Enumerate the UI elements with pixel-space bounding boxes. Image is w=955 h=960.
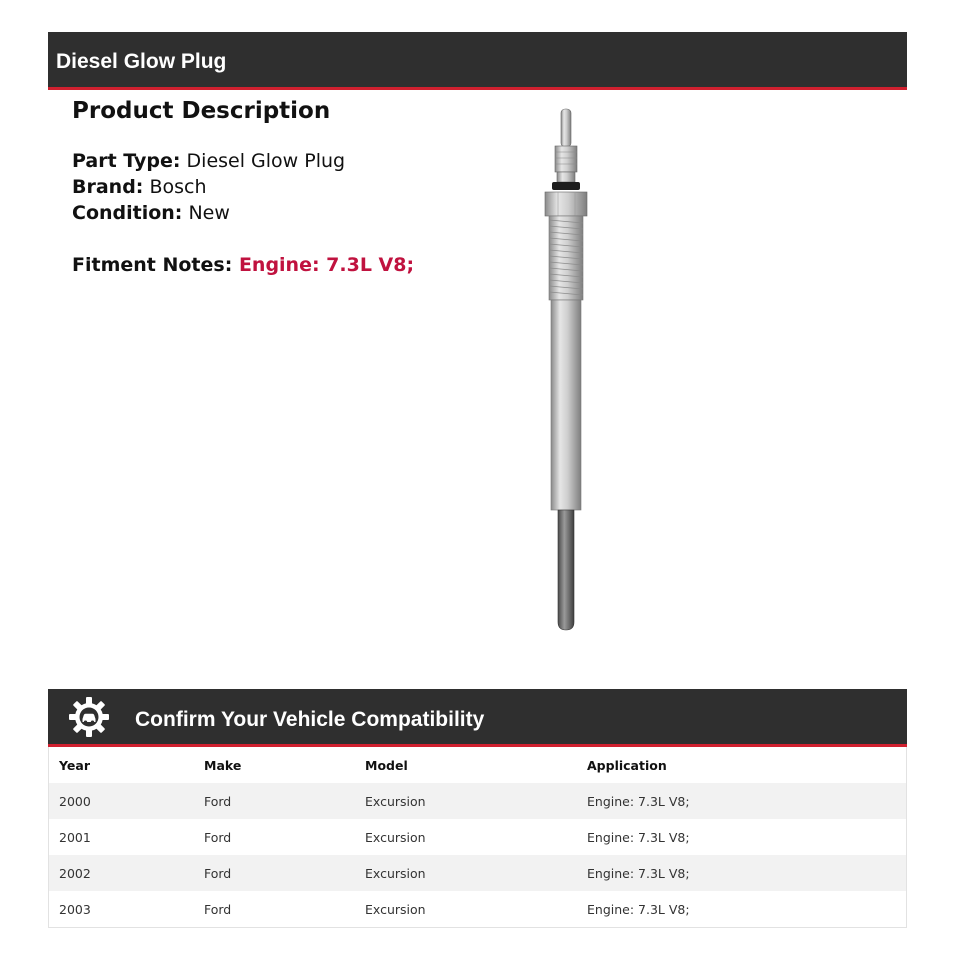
spec-value: Bosch (149, 176, 207, 198)
spec-label: Brand: (72, 176, 144, 198)
cell-application: Engine: 7.3L V8; (577, 855, 906, 891)
spec-condition (72, 200, 472, 226)
compatibility-header (48, 689, 907, 747)
cell-year: 2003 (49, 891, 194, 927)
column-header-make: Make (204, 757, 242, 773)
fitment-label: Fitment Notes: (72, 254, 233, 276)
cell-year: 2002 (49, 855, 194, 891)
cell-model: Excursion (355, 891, 577, 927)
spec-brand (72, 174, 472, 200)
cell-model: Excursion (355, 783, 577, 819)
gear-car-icon (68, 696, 110, 738)
fitment-value: Engine: 7.3L V8; (238, 254, 415, 276)
table-row (49, 783, 906, 819)
column-header-year: Year (59, 757, 90, 773)
spec-list (72, 148, 472, 226)
spec-part-type (72, 148, 472, 174)
cell-make: Ford (194, 783, 355, 819)
spec-value: New (188, 202, 230, 224)
spec-value: Diesel Glow Plug (186, 150, 346, 172)
cell-application: Engine: 7.3L V8; (577, 819, 906, 855)
table-header-row (49, 747, 906, 783)
fitment-notes (72, 252, 472, 278)
description-heading: Product Description (72, 98, 331, 124)
compatibility-table (48, 747, 907, 928)
glow-plug-image (520, 100, 616, 640)
cell-model: Excursion (355, 819, 577, 855)
table-row (49, 819, 906, 855)
cell-model: Excursion (355, 855, 577, 891)
cell-make: Ford (194, 855, 355, 891)
page-title: Diesel Glow Plug (56, 50, 227, 73)
table-row (49, 855, 906, 891)
cell-year: 2000 (49, 783, 194, 819)
cell-application: Engine: 7.3L V8; (577, 783, 906, 819)
cell-year: 2001 (49, 819, 194, 855)
cell-application: Engine: 7.3L V8; (577, 891, 906, 927)
cell-make: Ford (194, 891, 355, 927)
spec-label: Part Type: (72, 150, 181, 172)
header-bar (48, 32, 907, 90)
column-header-application: Application (587, 757, 667, 773)
cell-make: Ford (194, 819, 355, 855)
table-row (49, 891, 906, 927)
spec-label: Condition: (72, 202, 183, 224)
product-description (72, 96, 472, 278)
column-header-model: Model (365, 757, 408, 773)
compatibility-title: Confirm Your Vehicle Compatibility (135, 708, 485, 731)
